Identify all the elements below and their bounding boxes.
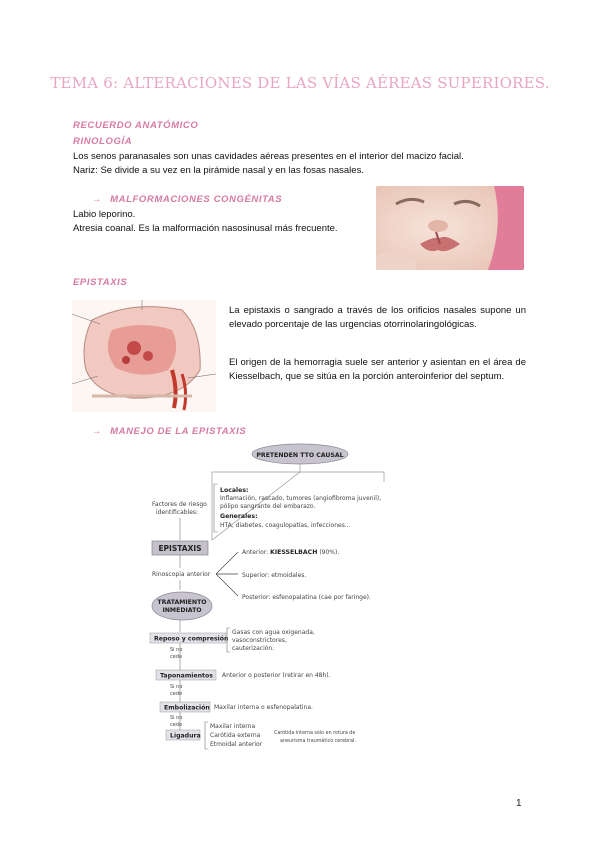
paragraph-epistaxis-origen: El origen de la hemorragia suele ser anterior y asientan en el área de Kiesselbach, que se sitúa en la porción anteroinferior del septum. (229, 357, 526, 382)
generales-heading: Generales: (220, 513, 258, 520)
section-heading-recuerdo: RECUERDO ANATÓMICO (73, 120, 199, 131)
heading-manejo-text: MANEJO DE LA EPISTAXIS (110, 426, 247, 437)
gasas-line-2: vasoconstrictores, (232, 637, 287, 644)
tratamiento-oval (152, 592, 212, 620)
carotida-note-2: aneurisma traumático cerebral. (280, 739, 356, 744)
arrow-icon: → (92, 194, 103, 205)
sino-1a: Si no (170, 647, 183, 653)
pretenden-label: PRETENDEN TTO CAUSAL (256, 452, 344, 459)
carotida-note-1: Carótida interna sólo en rotura de (274, 731, 356, 736)
paragraph-nariz: Nariz: Se divide a su vez en la pirámide nasal y en las fosas nasales. (73, 165, 364, 176)
page-title: TEMA 6: ALTERACIONES DE LAS VÍAS AÉREAS SUPERIORES. (50, 74, 550, 92)
nasal-cavity-drawing (72, 300, 216, 412)
sino-2b: cede (170, 691, 183, 697)
locales-line-1: Inflamación, rascado, tumores (angiofibroma juvenil), (220, 495, 382, 502)
epistaxis-management-flowchart (140, 440, 400, 756)
generales-line-1: HTA, diabetes, coagulopatías, infecciones... (220, 522, 351, 529)
nasal-anatomy-illustration (72, 300, 216, 412)
sino-1b: cede (170, 654, 183, 660)
heading-malformaciones-text: MALFORMACIONES CONGÉNITAS (110, 194, 283, 205)
heading-malformaciones (92, 194, 282, 205)
flowchart-svg (140, 440, 400, 756)
sino-3a: Si no (170, 715, 183, 721)
ligadura-label: Ligadura (170, 732, 201, 740)
sino-3b: cede (170, 722, 183, 728)
taponamientos-label: Taponamientos (160, 672, 213, 680)
tratamiento-label-2: INMEDIATO (162, 607, 202, 614)
taponamientos-detail: Anterior o posterior (retirar en 48h). (222, 672, 331, 679)
origen-posterior: Posterior: esfenopalatina (cae por faringe). (242, 594, 371, 601)
paragraph-senos: Los senos paranasales son unas cavidades aéreas presentes en el interior del macizo facial. (73, 151, 464, 162)
origen-superior: Superior: etmoidales. (242, 572, 307, 579)
section-subheading-rinologia: RINOLOGÍA (73, 136, 133, 147)
heading-manejo (92, 426, 246, 437)
tratamiento-label-1: TRATAMIENTO (157, 599, 207, 606)
ligadura-maxilar: Maxilar interna (210, 723, 256, 730)
origen-anterior: Anterior: KIESSELBACH (90%). (242, 549, 340, 556)
heading-epistaxis: EPISTAXIS (73, 277, 128, 288)
gasas-line-3: cauterización. (232, 645, 275, 652)
cleft-lip-photo (376, 186, 524, 270)
locales-line-2: pólipo sangrante del embarazo. (220, 503, 316, 510)
gasas-line-1: Gasas con agua oxigenada, (232, 629, 315, 636)
factores-label-1: Factores de riesgo (152, 501, 207, 508)
embolizacion-detail: Maxilar interna o esfenopalatina. (214, 704, 313, 711)
reposo-label: Reposo y compresión (154, 635, 229, 643)
ligadura-etmoidal: Etmoidal anterior (210, 741, 263, 748)
text-atresia-coanal: Atresia coanal. Es la malformación nasosinusal más frecuente. (73, 223, 338, 234)
sino-2a: Si no (170, 684, 183, 690)
factores-label-2: identificables: (156, 509, 199, 516)
page-number: 1 (516, 798, 522, 809)
paragraph-epistaxis-definicion: La epistaxis o sangrado a través de los orificios nasales supone un elevado porcentaje de las urgencias otorrinolaringológicas. (229, 305, 526, 330)
ligadura-carotida: Carótida externa (210, 732, 261, 739)
epistaxis-box-label: EPISTAXIS (158, 544, 202, 553)
locales-heading: Locales: (220, 487, 249, 494)
text-labio-leporino: Labio leporino. (73, 209, 136, 220)
baby-face-illustration (376, 186, 524, 270)
rinoscopia-label: Rinoscopia anterior (152, 571, 211, 578)
embolizacion-label: Embolización (164, 704, 210, 712)
arrow-icon: → (92, 426, 103, 437)
